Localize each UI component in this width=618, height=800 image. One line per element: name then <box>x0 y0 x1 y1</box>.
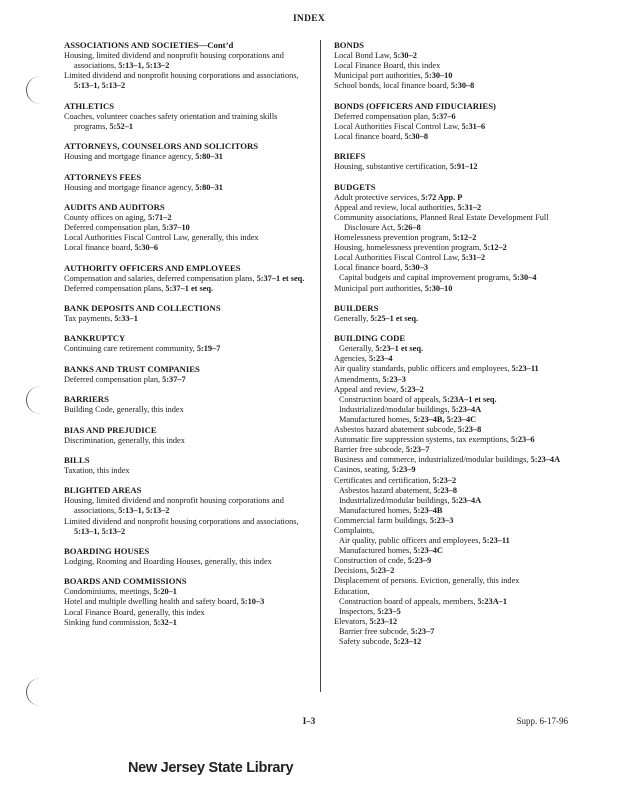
punch-hole-mark <box>26 678 55 706</box>
index-entry <box>334 71 572 81</box>
index-entry <box>334 445 572 455</box>
entry-text: Limited dividend and nonprofit housing corporations and associations, <box>64 71 299 81</box>
index-section <box>334 151 572 172</box>
index-section <box>64 40 310 91</box>
entry-text: Local Finance Board, this index <box>334 61 441 71</box>
index-heading: ASSOCIATIONS AND SOCIETIES—Cont’d <box>64 40 234 50</box>
entry-reference: 5:23–2 <box>432 475 457 485</box>
index-entry <box>334 556 572 566</box>
index-heading: BRIEFS <box>334 151 366 162</box>
entry-text: Appeal and review, <box>334 384 401 394</box>
entry-text: Automatic fire suppression systems, tax exemptions, <box>334 435 511 445</box>
index-entry <box>64 183 310 193</box>
entry-reference: 5:52–1 <box>109 121 134 131</box>
entry-text: Homelessness prevention program, <box>334 233 453 243</box>
entry-text: Generally, <box>339 344 376 354</box>
index-entry <box>64 284 310 294</box>
entry-reference: 5:37–10 <box>162 223 190 233</box>
index-entry <box>334 233 572 243</box>
index-heading: BOARDS AND COMMISSIONS <box>64 576 187 587</box>
index-entry <box>334 253 572 263</box>
index-entry <box>334 546 572 556</box>
entry-reference: 5:23–4A <box>451 404 482 414</box>
entry-reference: 5:23–8 <box>457 425 482 435</box>
entry-text: Manufactured homes, <box>339 414 414 424</box>
entry-text: Amendments, <box>334 374 383 384</box>
index-column-left <box>64 40 310 637</box>
entry-text: Continuing care retirement community, <box>64 344 197 354</box>
entry-text: Commercial farm buildings, <box>334 515 430 525</box>
entry-reference: 5:23–11 <box>482 536 510 546</box>
index-entry <box>64 375 310 385</box>
entry-text: Limited dividend and nonprofit housing corporations and associations, <box>64 516 299 526</box>
entry-reference: 5:23–2 <box>370 566 395 576</box>
entry-text: Municipal port authorities, <box>334 283 425 293</box>
index-entry <box>334 81 572 91</box>
entry-text: Local Authorities Fiscal Control Law, <box>334 253 462 263</box>
entry-text: School bonds, local finance board, <box>334 81 451 91</box>
index-entry <box>64 112 310 132</box>
entry-text: Taxation, this index <box>64 465 130 475</box>
index-entry <box>64 314 310 324</box>
entry-text: Elevators, <box>334 616 370 626</box>
entry-reference: 5:23–4C <box>413 546 443 556</box>
index-entry <box>64 223 310 233</box>
entry-reference: 5:23–3 <box>382 374 406 384</box>
index-entry <box>64 436 310 446</box>
entry-text: Asbestos hazard abatement subcode, <box>334 425 458 435</box>
entry-text: Inspectors, <box>339 606 378 616</box>
index-heading: BLIGHTED AREAS <box>64 485 142 496</box>
index-section <box>64 394 310 415</box>
entry-reference: 5:30–2 <box>393 51 417 61</box>
index-entry <box>334 587 572 597</box>
entry-reference: 5:13–1, 5:13–2 <box>118 506 170 516</box>
entry-reference: 5:23A–1 et seq. <box>442 394 497 404</box>
entry-reference: 5:23–4B <box>413 505 443 515</box>
entry-reference: 5:23A–1 <box>477 596 507 606</box>
index-entry <box>64 274 310 284</box>
page-title: INDEX <box>292 14 326 24</box>
index-entry <box>334 132 572 142</box>
entry-text: Industrialized/modular buildings, <box>339 495 452 505</box>
entry-reference: 5:23–7 <box>410 626 435 636</box>
index-section <box>64 303 310 324</box>
entry-text: Capital budgets and capital improvement programs, <box>339 273 513 283</box>
index-section <box>64 546 310 567</box>
entry-reference: 5:23–12 <box>369 616 398 626</box>
index-section <box>64 101 310 132</box>
entry-text: Local finance board, <box>334 131 405 141</box>
punch-hole-mark <box>26 386 55 414</box>
entry-text: Housing and mortgage finance agency, <box>64 152 196 162</box>
index-entry <box>64 71 310 91</box>
index-entry <box>334 617 572 627</box>
index-section <box>64 172 310 193</box>
entry-text: Condominiums, meetings, <box>64 587 154 597</box>
index-entry <box>334 61 572 71</box>
entry-reference: 5:23–7 <box>405 445 430 455</box>
entry-reference: 5:23–1 et seq. <box>375 344 424 354</box>
index-entry <box>334 597 572 607</box>
supplement-date: Supp. 6-17-96 <box>516 716 568 726</box>
index-entry <box>334 162 572 172</box>
entry-reference: 5:30–10 <box>424 283 453 293</box>
index-section <box>64 364 310 385</box>
entry-reference: 5:23–11 <box>511 364 539 374</box>
entry-text: Sinking fund commission, <box>64 617 154 627</box>
entry-reference: 5:23–12 <box>393 637 422 646</box>
entry-reference: 5:10–3 <box>240 597 265 607</box>
index-entry <box>334 455 572 465</box>
entry-text: Building Code, generally, this index <box>64 405 184 415</box>
index-entry <box>334 536 572 546</box>
entry-text: Local Bond Law, <box>334 51 394 61</box>
entry-reference: 5:12–2 <box>483 243 507 253</box>
entry-reference: 5:13–1, 5:13–2 <box>74 81 126 91</box>
entry-text: Business and commerce, industrialized/modular buildings, <box>334 455 531 465</box>
index-heading: BANKS AND TRUST COMPANIES <box>64 363 200 374</box>
entry-text: Asbestos hazard abatement, <box>339 485 434 495</box>
index-entry <box>64 608 310 618</box>
entry-text: Hotel and multiple dwelling health and safety board, <box>64 597 241 607</box>
entry-text: Local finance board, <box>334 263 405 273</box>
index-entry <box>334 566 572 576</box>
index-entry <box>64 213 310 223</box>
entry-reference: 5:30–4 <box>512 273 537 283</box>
entry-text: Adult protective services, <box>334 192 422 202</box>
index-section <box>64 333 310 354</box>
index-entry <box>334 415 572 425</box>
entry-reference: 5:23–9 <box>407 556 432 566</box>
index-heading: AUDITS AND AUDITORS <box>64 201 165 212</box>
entry-text: Agencies, <box>334 354 370 364</box>
index-entry <box>334 193 572 203</box>
index-heading: BUILDING CODE <box>334 333 406 344</box>
entry-reference: 5:31–2 <box>461 253 486 263</box>
index-entry <box>334 354 572 364</box>
entry-reference: 5:23–8 <box>433 485 457 495</box>
entry-reference: 5:23–5 <box>377 606 401 616</box>
index-entry <box>334 385 572 395</box>
index-entry <box>64 496 310 516</box>
entry-text: Casinos, seating, <box>334 465 393 475</box>
entry-reference: 5:23–4A <box>451 495 482 505</box>
entry-text: County offices on aging, <box>64 212 148 222</box>
index-entry <box>334 637 572 647</box>
index-section <box>334 182 572 294</box>
index-heading: BUDGETS <box>334 181 376 192</box>
entry-reference: 5:13–1, 5:13–2 <box>74 526 126 536</box>
entry-text: Deferred compensation plan, <box>64 223 163 233</box>
index-entry <box>334 314 572 324</box>
entry-text: Industrialized/modular buildings, <box>339 404 452 414</box>
index-entry <box>334 425 572 435</box>
entry-reference: 5:30–6 <box>134 243 159 253</box>
entry-reference: 5:33–1 <box>114 314 138 324</box>
index-section <box>64 455 310 476</box>
entry-reference: 5:12–2 <box>452 233 477 243</box>
entry-reference: 5:20–1 <box>153 587 177 597</box>
index-entry <box>64 405 310 415</box>
entry-reference: 5:37–7 <box>162 374 186 384</box>
entry-text: Housing, homelessness prevention program, <box>334 243 484 253</box>
entry-reference: 5:37–1 et seq. <box>256 273 305 283</box>
entry-reference: 5:23–3 <box>429 515 454 525</box>
entry-text: Housing and mortgage finance agency, <box>64 182 196 192</box>
entry-reference: 5:23–2 <box>400 384 424 394</box>
entry-text: Local Authorities Fiscal Control Law, generally, this index <box>64 233 259 243</box>
index-entry <box>64 517 310 537</box>
entry-text: Local Authorities Fiscal Control Law, <box>334 121 462 131</box>
entry-text: Air quality standards, public officers and employees, <box>334 364 512 374</box>
index-entry <box>64 587 310 597</box>
index-entry <box>334 486 572 496</box>
index-heading: BILLS <box>64 454 90 465</box>
index-entry <box>334 576 572 586</box>
entry-text: Displacement of persons. Eviction, generally, this index <box>334 576 520 586</box>
index-entry <box>334 496 572 506</box>
index-entry <box>64 597 310 607</box>
column-divider <box>320 40 321 692</box>
entry-reference: 5:31–2 <box>457 202 482 212</box>
entry-reference: 5:23–4A <box>530 455 561 465</box>
index-section <box>64 425 310 446</box>
index-entry <box>334 364 572 374</box>
index-entry <box>64 344 310 354</box>
index-heading: BIAS AND PREJUDICE <box>64 424 157 435</box>
entry-reference: 5:26–8 <box>397 222 421 232</box>
index-entry <box>334 375 572 385</box>
index-section <box>64 576 310 627</box>
index-heading: BONDS (OFFICERS AND FIDUCIARIES) <box>334 100 496 111</box>
entry-text: Barrier free subcode, <box>339 626 411 636</box>
index-entry <box>334 395 572 405</box>
entry-text: Safety subcode, <box>339 637 394 646</box>
entry-reference: 5:30–3 <box>404 263 429 273</box>
index-entry <box>334 506 572 516</box>
entry-text: Municipal port authorities, <box>334 71 425 81</box>
index-entry <box>64 243 310 253</box>
index-heading: AUTHORITY OFFICERS AND EMPLOYEES <box>64 262 241 273</box>
index-entry <box>334 112 572 122</box>
entry-text: Housing, substantive certification, <box>334 162 450 172</box>
entry-reference: 5:19–7 <box>196 344 221 354</box>
entry-text: Tax payments, <box>64 314 115 324</box>
index-entry <box>334 243 572 253</box>
index-entry <box>334 344 572 354</box>
entry-text: Construction of code, <box>334 556 408 566</box>
entry-text: Community associations, Planned Real Estate Development Full Disclosure Act, <box>334 212 549 232</box>
entry-text: Local Finance Board, generally, this index <box>64 607 205 617</box>
entry-reference: 5:37–6 <box>432 111 456 121</box>
index-entry <box>334 122 572 132</box>
entry-text: Compensation and salaries, deferred compensation plans, <box>64 273 257 283</box>
index-heading: ATTORNEYS FEES <box>64 171 142 182</box>
entry-text: Housing, limited dividend and nonprofit housing corporations and associations, <box>64 496 284 516</box>
index-entry <box>334 476 572 486</box>
index-entry <box>334 465 572 475</box>
index-entry <box>64 152 310 162</box>
index-entry <box>334 516 572 526</box>
entry-text: Lodging, Rooming and Boarding Houses, generally, this index <box>64 557 272 566</box>
entry-text: Local finance board, <box>64 243 135 253</box>
index-section <box>64 202 310 253</box>
entry-text: Generally, <box>334 313 371 323</box>
entry-reference: 5:80–31 <box>195 182 223 192</box>
entry-text: Construction board of appeals, <box>339 394 443 404</box>
index-entry <box>64 233 310 243</box>
entry-reference: 5:72 App. P <box>421 192 463 202</box>
entry-text: Appeal and review, local authorities, <box>334 202 458 212</box>
index-entry <box>334 435 572 445</box>
index-entry <box>334 627 572 637</box>
entry-text: Deferred compensation plans, <box>64 283 166 293</box>
entry-text: Discrimination, generally, this index <box>64 435 185 445</box>
index-heading: BUILDERS <box>334 302 379 313</box>
index-section <box>334 333 572 647</box>
entry-reference: 5:37–1 et seq. <box>165 283 214 293</box>
entry-reference: 5:80–31 <box>195 152 223 162</box>
entry-reference: 5:30–8 <box>450 81 475 91</box>
index-section <box>64 263 310 294</box>
entry-text: Deferred compensation plan, <box>334 111 433 121</box>
entry-text: Manufactured homes, <box>339 546 414 556</box>
index-column-right <box>334 40 572 656</box>
index-entry <box>64 466 310 476</box>
library-stamp: New Jersey State Library <box>128 760 294 776</box>
index-entry <box>334 263 572 273</box>
index-section <box>334 101 572 142</box>
index-entry <box>64 557 310 567</box>
entry-reference: 5:23–4B, 5:23–4C <box>413 414 477 424</box>
page-number: I–3 <box>302 716 316 726</box>
entry-reference: 5:32–1 <box>153 617 177 627</box>
entry-text: Deferred compensation plan, <box>64 374 163 384</box>
index-section <box>64 485 310 536</box>
index-entry <box>334 273 572 283</box>
index-entry <box>334 284 572 294</box>
index-entry <box>64 618 310 628</box>
entry-reference: 5:30–10 <box>424 71 453 81</box>
entry-text: Manufactured homes, <box>339 505 414 515</box>
index-heading: BONDS <box>334 40 364 50</box>
entry-reference: 5:23–4 <box>369 354 393 364</box>
index-entry <box>334 213 572 233</box>
index-entry <box>64 51 310 71</box>
entry-reference: 5:13–1, 5:13–2 <box>118 61 170 71</box>
index-entry <box>334 203 572 213</box>
entry-text: Coaches, volunteer coaches safety orientation and training skills programs, <box>64 111 278 131</box>
entry-text: Construction board of appeals, members, <box>339 596 478 606</box>
index-entry <box>334 51 572 61</box>
index-entry <box>334 526 572 536</box>
entry-text: Education, <box>334 586 370 596</box>
index-section <box>334 40 572 91</box>
entry-reference: 5:23–6 <box>510 435 535 445</box>
entry-reference: 5:91–12 <box>449 162 478 172</box>
entry-text: Certificates and certification, <box>334 475 433 485</box>
entry-reference: 5:30–8 <box>404 131 429 141</box>
index-entry <box>334 607 572 617</box>
entry-text: Decisions, <box>334 566 371 576</box>
index-heading: ATHLETICS <box>64 100 115 111</box>
index-heading: BOARDING HOUSES <box>64 545 150 556</box>
entry-reference: 5:23–9 <box>392 465 416 475</box>
entry-reference: 5:31–6 <box>461 121 486 131</box>
index-section <box>334 303 572 324</box>
entry-text: Complaints, <box>334 525 375 535</box>
index-heading: BANKRUPTCY <box>64 333 126 344</box>
index-section <box>64 141 310 162</box>
entry-text: Barrier free subcode, <box>334 445 406 455</box>
entry-text: Housing, limited dividend and nonprofit housing corporations and associations, <box>64 51 284 71</box>
index-heading: ATTORNEYS, COUNSELORS AND SOLICITORS <box>64 141 259 152</box>
index-heading: BARRIERS <box>64 394 109 405</box>
punch-hole-mark <box>26 76 55 104</box>
entry-text: Air quality, public officers and employees, <box>339 536 483 546</box>
index-heading: BANK DEPOSITS AND COLLECTIONS <box>64 303 221 313</box>
entry-reference: 5:25–1 et seq. <box>370 313 419 323</box>
index-entry <box>334 405 572 415</box>
entry-reference: 5:71–2 <box>147 212 172 222</box>
